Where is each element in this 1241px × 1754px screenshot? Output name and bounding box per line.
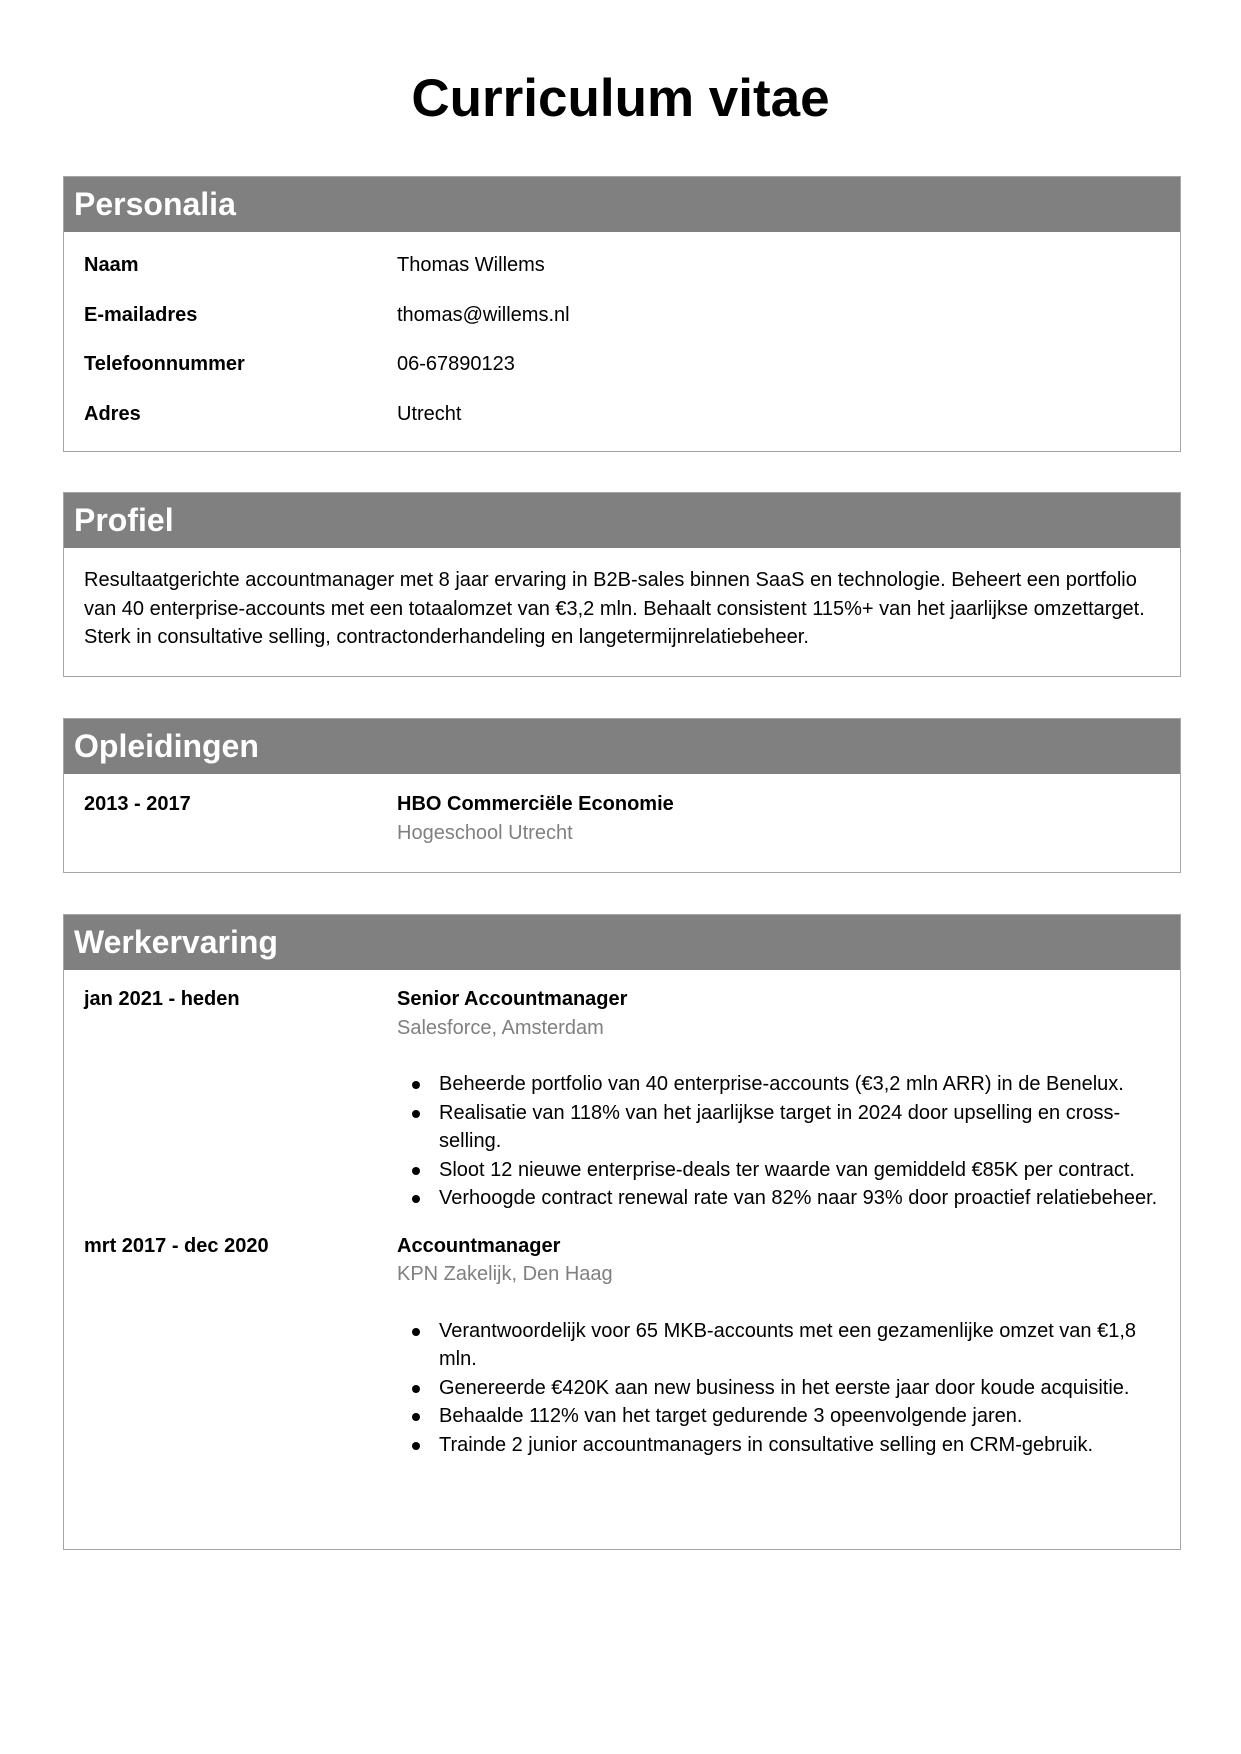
field-label: Naam bbox=[84, 254, 139, 276]
section-heading: Opleidingen bbox=[64, 719, 1180, 774]
education-title: HBO Commerciële Economie bbox=[397, 793, 674, 815]
field-label: E-mailadres bbox=[84, 303, 198, 326]
field-row-address bbox=[64, 390, 1180, 440]
work-period: mrt 2017 - dec 2020 bbox=[84, 1234, 269, 1257]
profile-text: Resultaatgerichte accountmanager met 8 jaar ervaring in B2B-sales binnen SaaS en technologie. Beheert een portfolio van 40 enterprise-accounts met een totaalomzet van €3,2 mln. Behaalt consistent 115%+ van het jaarlijkse omzettarget. Sterk in consultative selling, contractonderhandeling en langetermijnrelatiebeheer. bbox=[84, 569, 1145, 648]
field-row-email bbox=[64, 291, 1180, 341]
work-entry bbox=[64, 970, 1180, 1213]
list-item: Behaalde 112% van het target gedurende 3 opeenvolgende jaren. bbox=[397, 1402, 1162, 1431]
education-entry bbox=[64, 774, 1180, 847]
field-value: thomas@willems.nl bbox=[397, 303, 570, 326]
work-bullets bbox=[397, 1317, 1162, 1460]
list-item: Beheerde portfolio van 40 enterprise-accounts (€3,2 mln ARR) in de Benelux. bbox=[397, 1070, 1162, 1099]
work-title: Senior Accountmanager bbox=[397, 988, 628, 1010]
field-label: Telefoonnummer bbox=[84, 353, 245, 375]
work-company: KPN Zakelijk, Den Haag bbox=[397, 1263, 613, 1285]
field-value: Thomas Willems bbox=[397, 254, 545, 276]
work-bullets bbox=[397, 1070, 1162, 1213]
field-row-phone bbox=[64, 340, 1180, 390]
list-item: Genereerde €420K aan new business in het eerste jaar door koude acquisitie. bbox=[397, 1374, 1162, 1403]
education-period: 2013 - 2017 bbox=[84, 793, 191, 815]
field-value: Utrecht bbox=[397, 402, 462, 425]
list-item: Verantwoordelijk voor 65 MKB-accounts met een gezamenlijke omzet van €1,8 mln. bbox=[397, 1317, 1162, 1374]
work-company: Salesforce, Amsterdam bbox=[397, 1016, 604, 1039]
section-opleidingen bbox=[63, 718, 1181, 873]
work-entry bbox=[64, 1213, 1180, 1460]
list-item: Verhoogde contract renewal rate van 82% naar 93% door proactief relatiebeheer. bbox=[397, 1184, 1162, 1213]
work-title: Accountmanager bbox=[397, 1234, 561, 1257]
document-title: Curriculum vitae bbox=[411, 69, 830, 128]
list-item: Trainde 2 junior accountmanagers in consultative selling en CRM-gebruik. bbox=[397, 1431, 1162, 1460]
section-heading: Profiel bbox=[64, 493, 1180, 548]
section-heading: Werkervaring bbox=[64, 915, 1180, 970]
field-label: Adres bbox=[84, 402, 141, 425]
list-item: Realisatie van 118% van het jaarlijkse target in 2024 door upselling en cross-selling. bbox=[397, 1099, 1162, 1156]
list-item: Sloot 12 nieuwe enterprise-deals ter waarde van gemiddeld €85K per contract. bbox=[397, 1156, 1162, 1185]
education-institution: Hogeschool Utrecht bbox=[397, 821, 573, 844]
section-heading: Personalia bbox=[64, 177, 1180, 232]
section-personalia bbox=[63, 176, 1181, 452]
section-werkervaring bbox=[63, 914, 1181, 1550]
field-row-name bbox=[64, 241, 1180, 291]
work-period: jan 2021 - heden bbox=[84, 988, 240, 1010]
field-value: 06-67890123 bbox=[397, 353, 515, 375]
section-profiel bbox=[63, 492, 1181, 677]
